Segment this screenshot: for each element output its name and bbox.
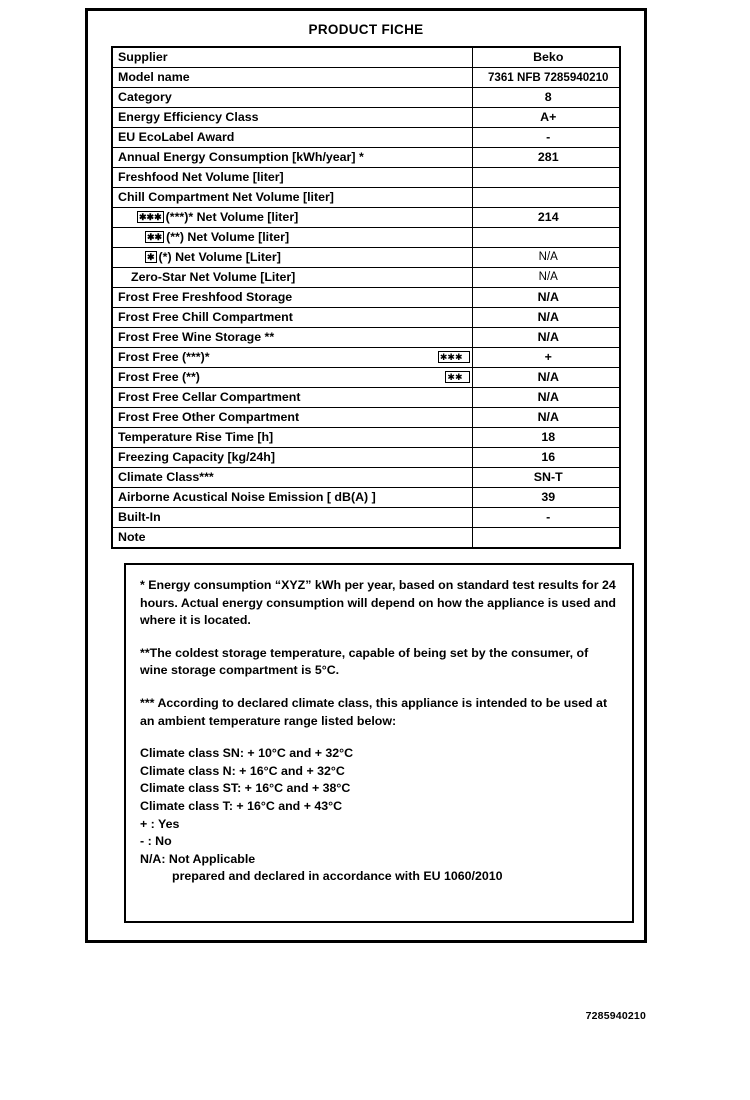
row-label-frost-free-three-star xyxy=(112,348,472,368)
row-label-text: Frost Free (***)* xyxy=(118,350,210,364)
table-body xyxy=(112,47,620,548)
row-value-frost-free-three-star: + xyxy=(472,348,620,368)
two-star-icon: ✱✱ xyxy=(445,371,469,383)
row-value-airborne-noise-emission: 39 xyxy=(472,488,620,508)
row-value-two-star-net-volume xyxy=(472,228,620,248)
row-label-eu-ecolabel-award: EU EcoLabel Award xyxy=(112,128,472,148)
row-label-two-star-net-volume xyxy=(112,228,472,248)
row-label-text: (**) Net Volume [liter] xyxy=(166,230,290,244)
table-row xyxy=(112,268,620,288)
row-value-chill-compartment-net-volume xyxy=(472,188,620,208)
table-row xyxy=(112,468,620,488)
table-row xyxy=(112,488,620,508)
row-label-frost-free-freshfood-storage: Frost Free Freshfood Storage xyxy=(112,288,472,308)
row-value-frost-free-freshfood-storage: N/A xyxy=(472,288,620,308)
footer-product-code: 7285940210 xyxy=(585,1010,646,1022)
row-label-freezing-capacity: Freezing Capacity [kg/24h] xyxy=(112,448,472,468)
row-label-note: Note xyxy=(112,528,472,549)
row-label-frost-free-wine-storage: Frost Free Wine Storage ** xyxy=(112,328,472,348)
row-value-climate-class: SN-T xyxy=(472,468,620,488)
three-star-icon: ✱✱✱ xyxy=(139,211,162,222)
footnote-energy-consumption: * Energy consumption “XYZ” kWh per year, based on standard test results for 24 hours. Actual energy consumption will depend on how the appliance is used and where it is located. xyxy=(140,578,616,628)
row-label-frost-free-chill-compartment: Frost Free Chill Compartment xyxy=(112,308,472,328)
row-label-freshfood-net-volume: Freshfood Net Volume [liter] xyxy=(112,168,472,188)
label-with-star-suffix xyxy=(118,348,472,367)
row-value-freezing-capacity: 16 xyxy=(472,448,620,468)
table-row xyxy=(112,348,620,368)
row-value-note xyxy=(472,528,620,549)
table-row xyxy=(112,128,620,148)
row-label-airborne-noise-emission: Airborne Acustical Noise Emission [ dB(A) ] xyxy=(112,488,472,508)
declaration-text: prepared and declared in accordance with EU 1060/2010 xyxy=(172,869,503,884)
table-row xyxy=(112,68,620,88)
row-value-frost-free-two-star: N/A xyxy=(472,368,620,388)
table-row xyxy=(112,228,620,248)
table-row xyxy=(112,88,620,108)
footnote-climate-class: *** According to declared climate class, this appliance is intended to be used at an ambient temperature range listed below: xyxy=(140,695,608,728)
footnotes-box xyxy=(124,563,634,923)
legend-no: - : No xyxy=(140,834,172,849)
table-row xyxy=(112,248,620,268)
row-value-frost-free-wine-storage: N/A xyxy=(472,328,620,348)
row-value-three-star-net-volume: 214 xyxy=(472,208,620,228)
table-row xyxy=(112,208,620,228)
table-row xyxy=(112,328,620,348)
legend-yes: + : Yes xyxy=(140,816,180,831)
one-star-icon: ✱ xyxy=(147,251,155,262)
row-label-temperature-rise-time: Temperature Rise Time [h] xyxy=(112,428,472,448)
table-row xyxy=(112,448,620,468)
row-value-one-star-net-volume: N/A xyxy=(472,248,620,268)
row-label-climate-class: Climate Class*** xyxy=(112,468,472,488)
row-label-energy-efficiency-class: Energy Efficiency Class xyxy=(112,108,472,128)
table-row xyxy=(112,108,620,128)
row-value-frost-free-chill-compartment: N/A xyxy=(472,308,620,328)
row-label-frost-free-other-compartment: Frost Free Other Compartment xyxy=(112,408,472,428)
table-row xyxy=(112,148,620,168)
row-value-category: 8 xyxy=(472,88,620,108)
row-label-text: Frost Free (**) xyxy=(118,370,200,384)
row-label-text: (*) Net Volume [Liter] xyxy=(158,250,281,264)
two-star-icon: ✱✱ xyxy=(147,231,163,242)
row-value-zero-star-net-volume: N/A xyxy=(472,268,620,288)
three-star-icon: ✱✱✱ xyxy=(438,351,470,363)
table-row xyxy=(112,408,620,428)
row-value-model-name: 7361 NFB 7285940210 xyxy=(472,68,620,88)
row-label-frost-free-cellar-compartment: Frost Free Cellar Compartment xyxy=(112,388,472,408)
row-label-chill-compartment-net-volume: Chill Compartment Net Volume [liter] xyxy=(112,188,472,208)
climate-class-n: Climate class N: + 16°C and + 32°C xyxy=(140,763,345,778)
product-fiche-table xyxy=(111,46,621,549)
row-label-frost-free-two-star xyxy=(112,368,472,388)
row-value-temperature-rise-time: 18 xyxy=(472,428,620,448)
row-label-one-star-net-volume xyxy=(112,248,472,268)
climate-class-st: Climate class ST: + 16°C and + 38°C xyxy=(140,781,351,796)
table-row xyxy=(112,188,620,208)
row-value-annual-energy-consumption: 281 xyxy=(472,148,620,168)
table-row-note xyxy=(112,528,620,549)
row-value-frost-free-other-compartment: N/A xyxy=(472,408,620,428)
table-row xyxy=(112,168,620,188)
legend-not-applicable: N/A: Not Applicable xyxy=(140,851,256,866)
table-row xyxy=(112,368,620,388)
climate-class-t: Climate class T: + 16°C and + 43°C xyxy=(140,798,343,813)
row-label-three-star-net-volume xyxy=(112,208,472,228)
page-title: PRODUCT FICHE xyxy=(308,22,424,37)
row-label-model-name: Model name xyxy=(112,68,472,88)
row-value-energy-efficiency-class: A+ xyxy=(472,108,620,128)
row-label-category: Category xyxy=(112,88,472,108)
row-label-annual-energy-consumption: Annual Energy Consumption [kWh/year] * xyxy=(112,148,472,168)
table-row xyxy=(112,508,620,528)
row-value-built-in: - xyxy=(472,508,620,528)
row-value-eu-ecolabel-award: - xyxy=(472,128,620,148)
climate-class-sn: Climate class SN: + 10°C and + 32°C xyxy=(140,746,354,761)
table-row xyxy=(112,308,620,328)
row-value-freshfood-net-volume xyxy=(472,168,620,188)
row-label-built-in: Built-In xyxy=(112,508,472,528)
row-value-supplier: Beko xyxy=(472,47,620,68)
row-value-frost-free-cellar-compartment: N/A xyxy=(472,388,620,408)
table-row xyxy=(112,47,620,68)
row-label-text: (***)* Net Volume [liter] xyxy=(165,210,299,224)
label-with-star-suffix xyxy=(118,368,472,387)
fiche-outer-frame xyxy=(85,8,647,943)
table-row xyxy=(112,428,620,448)
row-label-zero-star-net-volume: Zero-Star Net Volume [Liter] xyxy=(112,268,472,288)
footnote-wine-storage: **The coldest storage temperature, capable of being set by the consumer, of wine storage compartment is 5°C. xyxy=(140,645,589,678)
row-label-supplier: Supplier xyxy=(112,47,472,68)
table-row xyxy=(112,288,620,308)
table-row xyxy=(112,388,620,408)
